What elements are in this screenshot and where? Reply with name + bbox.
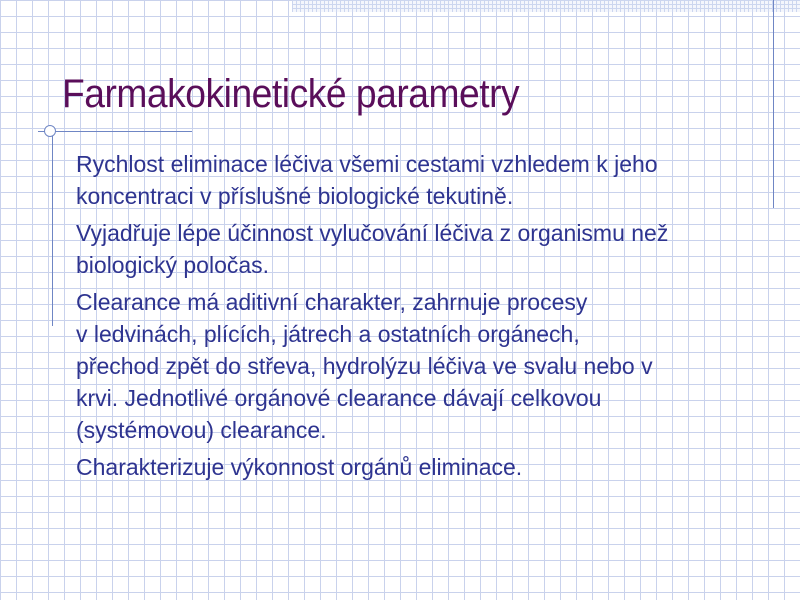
text-line: (systémovou) clearance. (76, 417, 327, 443)
paragraph-2 (76, 217, 776, 281)
decorative-circle (44, 125, 56, 137)
text-line: v ledvinách, plících, játrech a ostatních orgánech, (76, 321, 580, 347)
corner-grid-pattern (292, 0, 800, 12)
text-line: biologický poločas. (76, 252, 270, 278)
title-underline (38, 131, 192, 132)
text-line: krvi. Jednotlivé orgánové clearance dávají celkovou (76, 385, 602, 411)
text-line: koncentraci v příslušné biologické tekutině. (76, 183, 514, 209)
text-line: Vyjadřuje lépe účinnost vylučování léčiva z organismu než (76, 220, 669, 246)
decorative-vertical-line-left (52, 136, 53, 326)
text-line: Charakterizuje výkonnost orgánů eliminace. (76, 454, 523, 480)
text-line: přechod zpět do střeva, hydrolýzu léčiva ve svalu nebo v (76, 353, 653, 379)
paragraph-1 (76, 148, 776, 212)
paragraph-3 (76, 286, 776, 446)
text-line: Rychlost eliminace léčiva všemi cestami vzhledem k jeho (76, 151, 658, 177)
slide-body (76, 148, 776, 488)
paragraph-4 (76, 451, 776, 483)
text-line: Clearance má aditivní charakter, zahrnuje procesy (76, 289, 588, 315)
slide-title: Farmakokinetické parametry (62, 72, 520, 116)
